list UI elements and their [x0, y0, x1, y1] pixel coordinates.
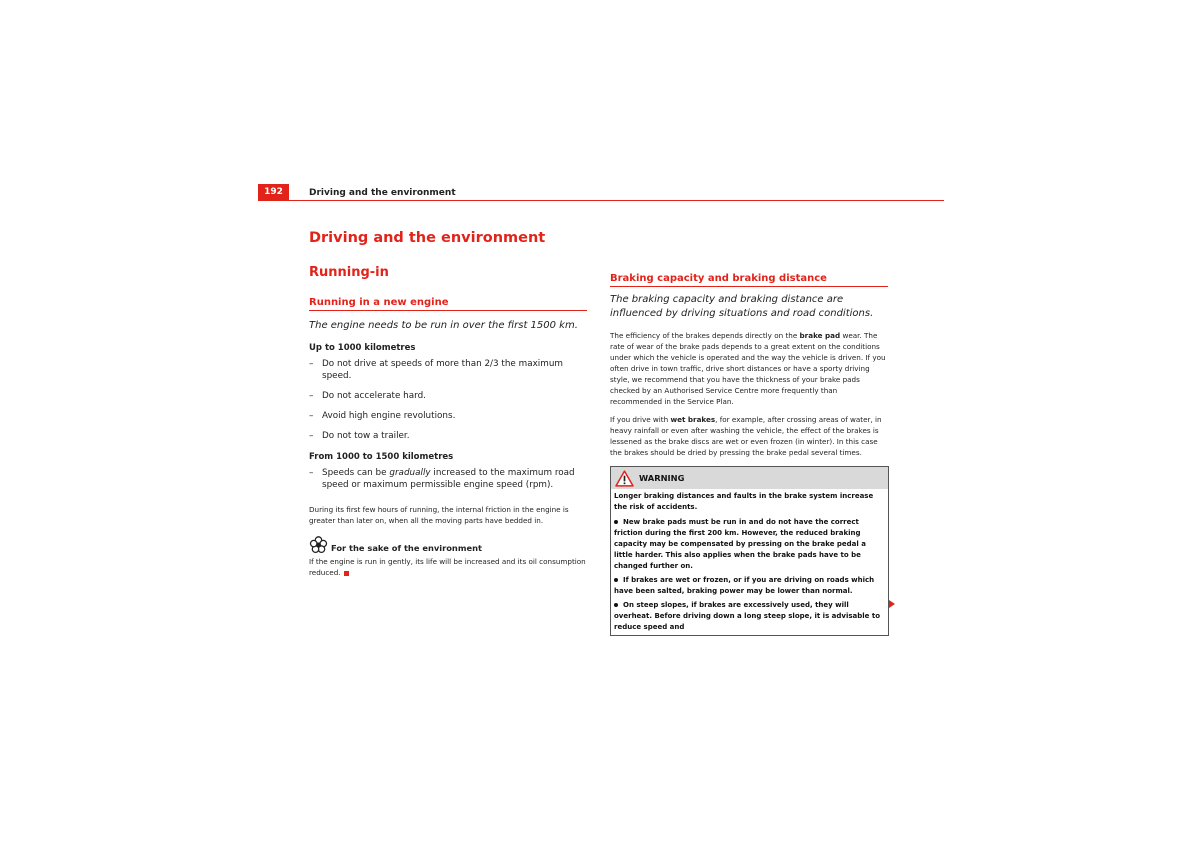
- warning-bullet: If brakes are wet or frozen, or if you are driving on roads which have been salted, braking power may be lower than normal.: [614, 576, 875, 595]
- warning-body: [611, 489, 888, 635]
- list-item: – Do not accelerate hard.: [309, 391, 426, 401]
- running-head: Driving and the environment: [309, 188, 456, 198]
- body-paragraph: The efficiency of the brakes depends directly on the brake pad wear. The rate of wear of the brake pads depends to a great extent on the conditions under which the vehicle is operated and the way the vehicle is driven. If you often drive in town traffic, drive short distances or have a sporty driving style, we recommend that you have the thickness of your brake pads checked by an Authorised Service Centre more frequently than recommended in the Service Plan.: [610, 331, 886, 406]
- body-paragraph: If you drive with wet brakes, for example, after crossing areas of water, in heavy rainfall or even after washing the vehicle, the effect of the brakes is lessened as the brake discs are wet or even frozen (in winter). In this case the brakes should be dried by pressing the brake pedal several times.: [610, 415, 882, 457]
- header-rule: [258, 200, 944, 201]
- lead-text: The braking capacity and braking distance are influenced by driving situations and road conditions.: [610, 294, 874, 319]
- warning-triangle-icon: [615, 470, 634, 487]
- warning-box: [610, 466, 889, 636]
- subsection-title: Braking capacity and braking distance: [610, 273, 888, 287]
- chapter-title: Driving and the environment: [309, 230, 546, 246]
- warning-bullet: New brake pads must be run in and do not have the correct friction during the first 200 km. However, the reduced braking capacity may be compensated by pressing on the brake pedal a little harder. This also applies when the brake pads have to be changed further on.: [614, 518, 866, 570]
- flower-icon: [309, 536, 328, 554]
- continue-arrow-icon: [889, 600, 895, 608]
- page-number: 192: [258, 184, 289, 200]
- subsection-title: Running in a new engine: [309, 297, 587, 311]
- lead-text: The engine needs to be run in over the first 1500 km.: [309, 320, 578, 331]
- body-paragraph: During its first few hours of running, the internal friction in the engine is greater than later on, when all the moving parts have bedded in.: [309, 505, 569, 525]
- list-item: – Avoid high engine revolutions.: [309, 411, 456, 421]
- list-item: – Do not drive at speeds of more than 2/3 the maximum speed.: [309, 359, 563, 381]
- warning-header: [611, 467, 888, 489]
- right-column: [610, 273, 888, 636]
- group-title: Up to 1000 kilometres: [309, 343, 416, 353]
- warning-bullet: On steep slopes, if brakes are excessively used, they will overheat. Before driving down a long steep slope, it is advisable to reduce speed and: [614, 601, 881, 631]
- list-item: – Speeds can be gradually increased to the maximum road speed or maximum permissible engine speed (rpm).: [309, 468, 575, 490]
- group-title: From 1000 to 1500 kilometres: [309, 452, 454, 462]
- left-column: [309, 230, 587, 578]
- environment-note-title: For the sake of the environment: [331, 543, 482, 553]
- end-marker: [344, 571, 349, 576]
- section-title: Running-in: [309, 265, 389, 280]
- warning-intro: Longer braking distances and faults in the brake system increase the risk of accidents.: [614, 492, 874, 511]
- list-item: – Do not tow a trailer.: [309, 431, 410, 441]
- environment-note-text: If the engine is run in gently, its life will be increased and its oil consumption reduced.: [309, 557, 586, 577]
- environment-note-header: [309, 536, 587, 554]
- warning-label: WARNING: [639, 473, 685, 483]
